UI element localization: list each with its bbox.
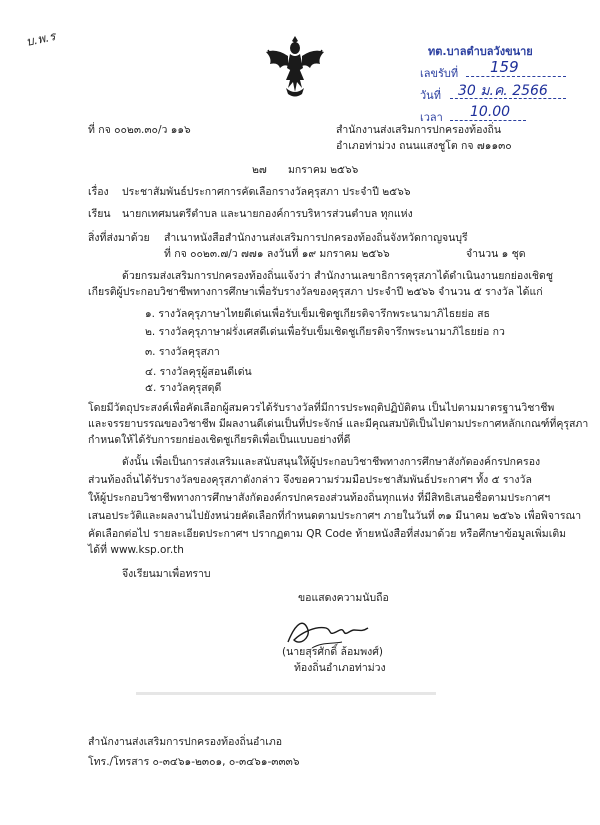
sender-name: สำนักงานส่งเสริมการปกครองท้องถิ่น: [336, 124, 502, 136]
date-month-year: มกราคม ๒๕๖๖: [288, 164, 359, 176]
stamp-time-label: เวลา: [420, 111, 443, 124]
recipient-text: นายกเทศมนตรีตำบล และนายกองค์การบริหารส่วนตำบล ทุกแห่ง: [122, 208, 413, 220]
attachment-line2: ที่ กจ ๐๐๒๓.๗/ว ๗๗๑ ลงวันที่ ๑๙ มกราคม ๒๕๖๖: [164, 248, 390, 260]
stamp-org: ทต.บาลตำบลวังขนาย: [428, 45, 533, 58]
recipient-label: เรียน: [88, 208, 111, 220]
handwritten-corner-mark: บ.พ.ร: [24, 29, 57, 49]
footer-phone: โทร./โทรสาร ๐-๓๔๖๑-๒๓๐๑, ๐-๓๔๖๑-๓๓๓๖: [88, 756, 300, 768]
award-item: ๓. รางวัลคุรุสภา: [145, 346, 220, 358]
award-item: ๒. รางวัลคุรุภาษาฝรั่งเศสดีเด่นเพื่อรับเข็มเชิดชูเกียรติจารึกพระนามาภิไธยย่อ กว: [145, 326, 505, 338]
para2-line2: และจรรยาบรรณของวิชาชีพ มีผลงานดีเด่นเป็นที่ประจักษ์ และมีคุณสมบัติเป็นไปตามประกาศหลักเกณฑ์ที่คุรุสภา: [88, 418, 589, 430]
receipt-stamp: [418, 40, 576, 132]
stamp-recv-no-label: เลขรับที่: [420, 67, 459, 80]
footer-office: สำนักงานส่งเสริมการปกครองท้องถิ่นอำเภอ: [88, 736, 283, 748]
para3-line6: ได้ที่ www.ksp.or.th: [88, 544, 184, 556]
para3-line2: ส่วนท้องถิ่นได้รับรางวัลของคุรุสภาดังกล่าว จึงขอความร่วมมือประชาสัมพันธ์ประกาศฯ ทั้ง ๕ รางวัล: [88, 474, 532, 486]
regards-text: ขอแสดงความนับถือ: [298, 592, 389, 604]
para3-line5: คัดเลือกต่อไป รายละเอียดประกาศฯ ปรากฏตาม QR Code ท้ายหนังสือที่ส่งมาด้วย หรือศึกษาข้อมูลเพิ่มเติม: [88, 528, 567, 540]
para3-line4: เสนอประวัติและผลงานไปยังหน่วยคัดเลือกที่กำหนดตามประกาศฯ ภายในวันที่ ๓๑ มีนาคม ๒๕๖๖ เพื่อพิจารณา: [88, 510, 582, 522]
para3-line3: ให้ผู้ประกอบวิชาชีพทางการศึกษาสังกัดองค์กรปกครองส่วนท้องถิ่นทุกแห่ง ที่มีสิทธิเสนอชื่อตามประกาศฯ: [88, 492, 551, 504]
signer-name: (นายสุรศักดิ์ ล้อมพงศ์): [282, 646, 384, 658]
bleed-through-mark: [136, 692, 436, 695]
garuda-emblem-icon: [264, 34, 326, 100]
para1-line2: เกียรติผู้ประกอบวิชาชีพทางการศึกษาเพื่อรับรางวัลของคุรุสภา ประจำปี ๒๕๖๖ จำนวน ๕ รางวัล ได้แก่: [88, 286, 543, 298]
sender-address: อำเภอท่าม่วง ถนนแสงชูโต กจ ๗๑๑๓๐: [336, 140, 512, 152]
para3-line1: ดังนั้น เพื่อเป็นการส่งเสริมและสนับสนุนให้ผู้ประกอบวิชาชีพทางการศึกษาสังกัดองค์กรปกครอง: [122, 456, 541, 468]
attachment-count: จำนวน ๑ ชุด: [466, 248, 526, 260]
attachment-label: สิ่งที่ส่งมาด้วย: [88, 232, 150, 244]
para2-line1: โดยมีวัตถุประสงค์เพื่อคัดเลือกผู้สมควรได้รับรางวัลที่มีการประพฤติปฏิบัติตน เป็นไปตามมาตรฐานวิชาชีพ: [88, 402, 555, 414]
signer-title: ท้องถิ่นอำเภอท่าม่วง: [294, 662, 386, 674]
stamp-time: 10.00: [470, 104, 511, 120]
document-number: ที่ กจ ๐๐๒๓.๓๐/ว ๑๑๖: [88, 124, 191, 136]
closing-text: จึงเรียนมาเพื่อทราบ: [122, 568, 211, 580]
date-day: ๒๗: [252, 164, 267, 176]
stamp-date-label: วันที่: [420, 89, 441, 102]
stamp-recv-no: 159: [490, 58, 519, 76]
award-item: ๑. รางวัลคุรุภาษาไทยดีเด่นเพื่อรับเข็มเชิดชูเกียรติจารึกพระนามาภิไธยย่อ สธ: [145, 308, 490, 320]
para2-line3: กำหนดให้ได้รับการยกย่องเชิดชูเกียรติเพื่อเป็นแบบอย่างที่ดี: [88, 434, 351, 446]
award-item: ๔. รางวัลคุรุผู้สอนดีเด่น: [145, 366, 252, 378]
subject-text: ประชาสัมพันธ์ประกาศการคัดเลือกรางวัลคุรุสภา ประจำปี ๒๕๖๖: [122, 186, 411, 198]
stamp-date: 30 ม.ค. 2566: [458, 83, 548, 99]
subject-label: เรื่อง: [88, 186, 109, 198]
para1-line1: ด้วยกรมส่งเสริมการปกครองท้องถิ่นแจ้งว่า สำนักงานเลขาธิการคุรุสภาได้ดำเนินงานยกย่องเชิดชู: [122, 270, 554, 282]
award-item: ๕. รางวัลคุรุสดุดี: [145, 382, 222, 394]
attachment-line1: สำเนาหนังสือสำนักงานส่งเสริมการปกครองท้องถิ่นจังหวัดกาญจนบุรี: [164, 232, 468, 244]
